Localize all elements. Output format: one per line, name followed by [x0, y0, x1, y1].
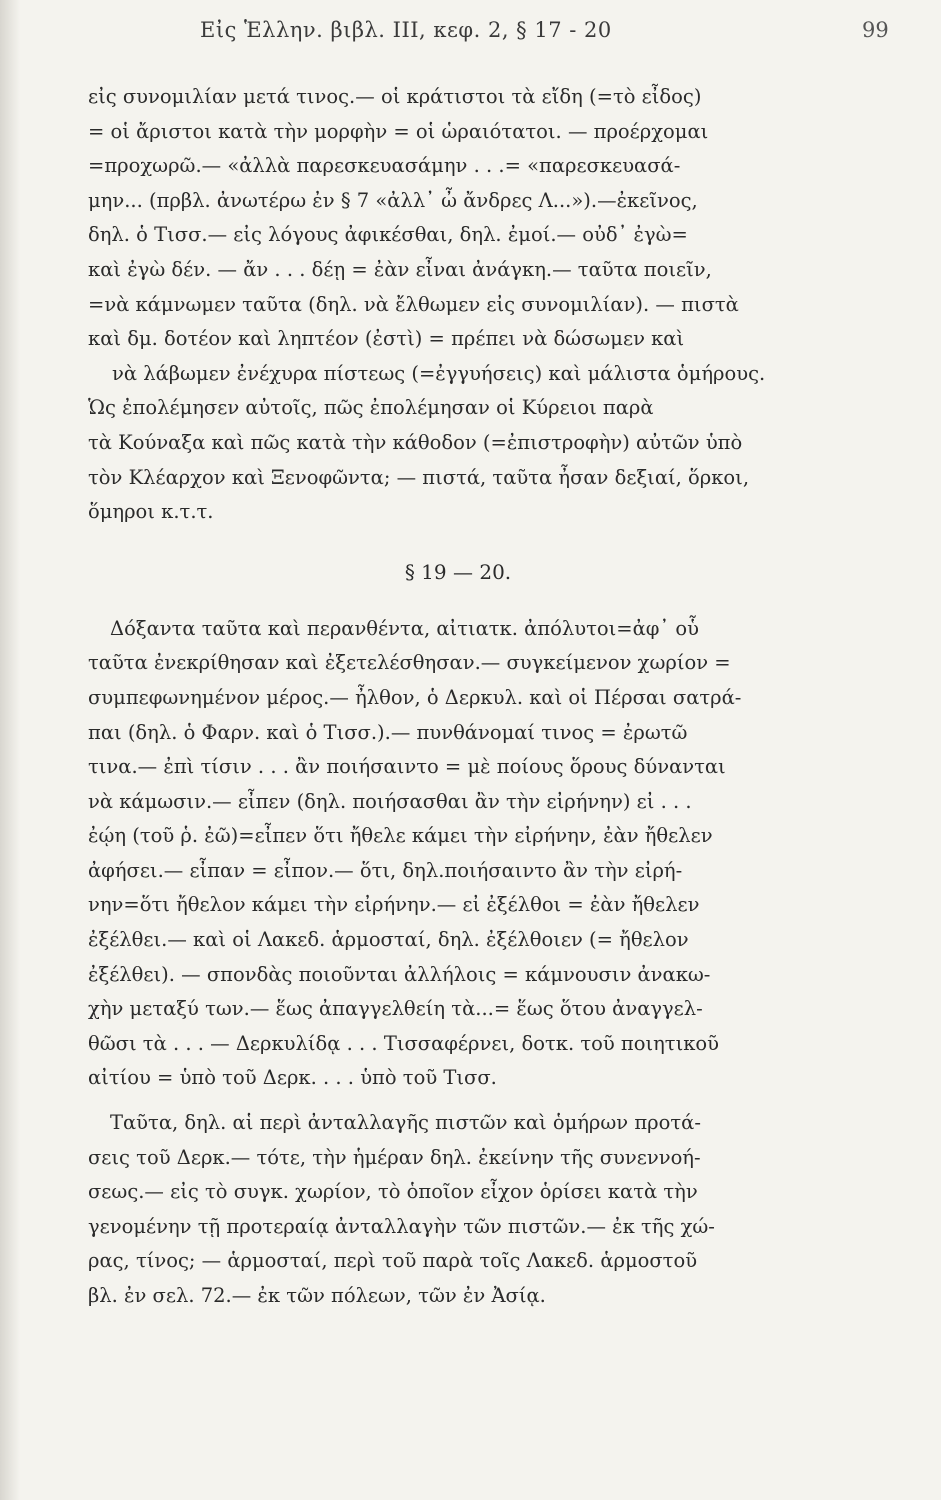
section-heading: § 19 — 20.	[404, 559, 512, 584]
text-line: Δόξαντα ταῦτα καὶ περανθέντα, αἰτιατκ. ἀπόλυτοι=ἀφ᾽ οὗ	[110, 616, 699, 640]
text-line: δηλ. ὁ Τισσ.— εἰς λόγους ἀφικέσθαι, δηλ. ἐμοί.— οὐδ᾽ ἐγὼ=	[88, 223, 688, 247]
text-line: τὰ Κούναξα καὶ πῶς κατὰ τὴν κάθοδον (=ἐπιστροφὴν) αὐτῶν ὑπὸ	[88, 430, 743, 454]
text-line: =προχωρῶ.— «ἀλλὰ παρεσκευασάμην . . .= «παρεσκευασά-	[88, 154, 681, 178]
commentary-paragraph-tauta	[88, 1106, 828, 1314]
text-line: νὰ λάβωμεν ἐνέχυρα πίστεως (=ἐγγυήσεις) καὶ μάλιστα ὁμήρους.	[112, 361, 766, 385]
text-line: ρας, τίνος; — ἁρμοσταί, περὶ τοῦ παρὰ τοῖς Λακεδ. ἁρμοστοῦ	[88, 1249, 698, 1273]
text-line: Ταῦτα, δηλ. αἱ περὶ ἀνταλλαγῆς πιστῶν καὶ ὁμήρων προτά-	[110, 1111, 701, 1135]
text-line: αἰτίου = ὑπὸ τοῦ Δερκ. . . . ὑπὸ τοῦ Τισσ.	[88, 1066, 497, 1090]
text-line: τὸν Κλέαρχον καὶ Ξενοφῶντα; — πιστά, ταῦτα ἦσαν δεξιαί, ὅρκοι,	[88, 465, 750, 489]
text-line: βλ. ἐν σελ. 72.— ἐκ τῶν πόλεων, τῶν ἐν Ἀσίᾳ.	[88, 1284, 546, 1307]
paragraph-gap	[88, 1096, 828, 1106]
page-body	[88, 80, 828, 1314]
text-line: τινα.— ἐπὶ τίσιν . . . ἂν ποιήσαιντο = μὲ ποίους ὅρους δύνανται	[88, 755, 726, 779]
text-line: =νὰ κάμνωμεν ταῦτα (δηλ. νὰ ἔλθωμεν εἰς συνομιλίαν). — πιστὰ	[88, 292, 739, 316]
text-line: Ὡς ἐπολέμησεν αὐτοῖς, πῶς ἐπολέμησαν οἱ Κύρειοι παρὰ	[88, 396, 654, 420]
text-line: ταῦτα ἐνεκρίθησαν καὶ ἐξετελέσθησαν.— συγκείμενον χωρίον =	[88, 651, 731, 675]
text-line: εἰς συνομιλίαν μετά τινος.— οἱ κράτιστοι τὰ εἴδη (=τὸ εἶδος)	[88, 85, 702, 108]
text-line: συμπεφωνημένον μέρος.— ἦλθον, ὁ Δερκυλ. καὶ οἱ Πέρσαι σατρά-	[88, 685, 742, 709]
text-line: σεως.— εἰς τὸ συγκ. χωρίον, τὸ ὁποῖον εἶχον ὁρίσει κατὰ τὴν	[88, 1180, 698, 1204]
text-line: ἐξέλθει.— καὶ οἱ Λακεδ. ἁρμοσταί, δηλ. ἐξέλθοιεν (= ἤθελον	[88, 928, 689, 952]
text-line: ἐῴη (τοῦ ῥ. ἐῶ)=εἶπεν ὅτι ἤθελε κάμει τὴν εἰρήνην, ἐὰν ἤθελεν	[88, 824, 713, 848]
page-number: 99	[862, 18, 889, 42]
page-header	[0, 18, 941, 48]
text-line: παι (δηλ. ὁ Φαρν. καὶ ὁ Τισσ.).— πυνθάνομαί τινος = ἐρωτῶ	[88, 720, 688, 744]
text-line: ἐξέλθει). — σπονδὰς ποιοῦνται ἀλλήλοις = κάμνουσιν ἀνακω-	[88, 962, 711, 986]
binding-shadow	[0, 0, 20, 1500]
text-line: μην... (πρβλ. ἀνωτέρω ἐν § 7 «ἀλλ᾽ ὦ ἄνδρες Λ...»).—ἐκεῖνος,	[88, 188, 698, 212]
commentary-section-19-20	[88, 612, 828, 1096]
text-line: καὶ δμ. δοτέον καὶ ληπτέον (ἐστὶ) = πρέπει νὰ δώσωμεν καὶ	[88, 327, 685, 351]
text-line: ἀφήσει.— εἶπαν = εἶπον.— ὅτι, δηλ.ποιήσαιντο ἂν τὴν εἰρή-	[88, 858, 683, 882]
text-line: ὅμηροι κ.τ.τ.	[88, 500, 214, 524]
text-line: σεις τοῦ Δερκ.— τότε, τὴν ἡμέραν δηλ. ἐκείνην τῆς συνεννοή-	[88, 1145, 701, 1169]
running-head: Εἰς Ἑλλην. βιβλ. III, κεφ. 2, § 17 - 20	[200, 18, 612, 42]
text-line: χὴν μεταξύ των.— ἕως ἀπαγγελθείη τὰ...= ἕως ὅτου ἀναγγελ-	[88, 997, 703, 1021]
text-line: καὶ ἐγὼ δέν. — ἄν . . . δέῃ = ἐὰν εἶναι ἀνάγκη.— ταῦτα ποιεῖν,	[88, 257, 712, 281]
text-line: γενομένην τῇ προτεραίᾳ ἀνταλλαγὴν τῶν πιστῶν.— ἐκ τῆς χώ-	[88, 1214, 715, 1238]
text-line: νὰ κάμωσιν.— εἶπεν (δηλ. ποιήσασθαι ἂν τὴν εἰρήνην) εἰ . . .	[88, 789, 692, 813]
text-line: νην=ὅτι ἤθελον κάμει τὴν εἰρήνην.— εἰ ἐξέλθοι = ἐὰν ἤθελεν	[88, 893, 700, 917]
text-line: = οἱ ἄριστοι κατὰ τὴν μορφὴν = οἱ ὡραιότατοι. — προέρχομαι	[88, 119, 709, 143]
commentary-section-17-18	[88, 80, 828, 530]
text-line: θῶσι τὰ . . . — Δερκυλίδᾳ . . . Τισσαφέρνει, δοτκ. τοῦ ποιητικοῦ	[88, 1031, 720, 1055]
